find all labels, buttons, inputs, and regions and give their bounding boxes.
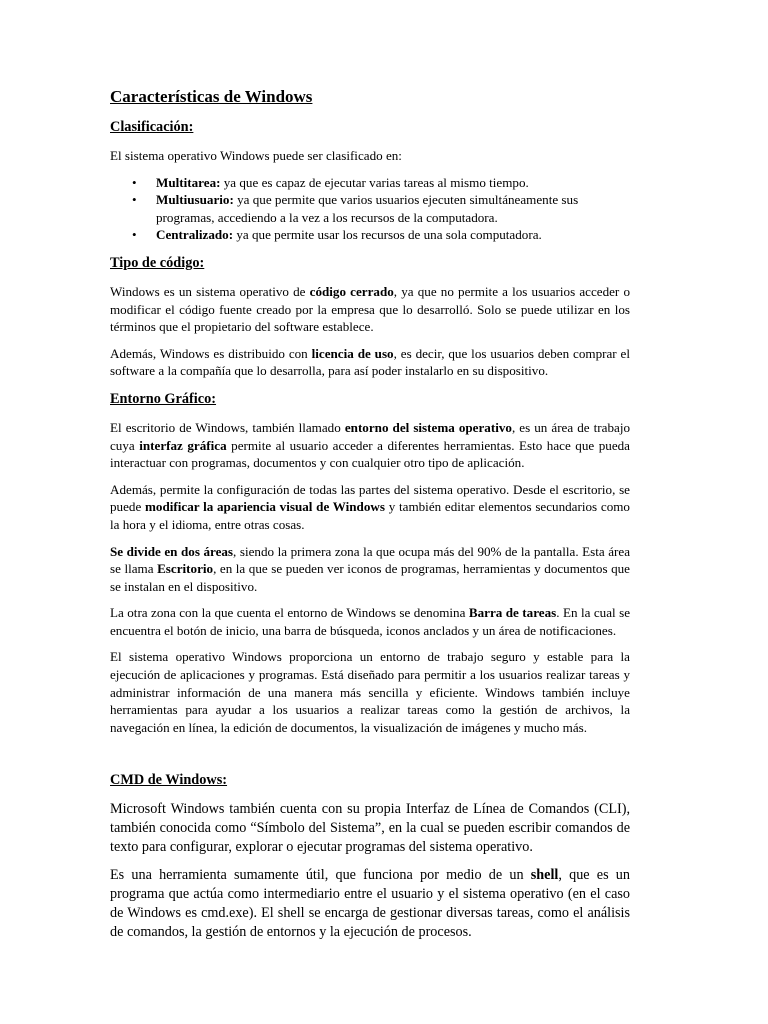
- entorno-paragraph-1: [110, 419, 630, 472]
- text-run: , ya que no permite a los usuarios acceder o modificar el código fuente creado por la empresa que lo desarrolló. Solo se puede utilizar en los términos que el propietario del software establece.: [110, 283, 630, 335]
- text-run: permite al usuario acceder a diferentes herramientas. Esto hace que pueda interactuar con programas, documentos y con cualquier otro tipo de aplicación.: [110, 437, 630, 471]
- cmd-paragraph-1: Microsoft Windows también cuenta con su propia Interfaz de Línea de Comandos (CLI), también conocida como “Símbolo del Sistema”, en la cual se pueden escribir comandos de texto para configurar, explorar o ejecutar programas del sistema operativo.: [110, 801, 630, 856]
- text-run: y también editar elementos secundarios como la hora y el idioma, entre otras cosas.: [110, 499, 630, 532]
- text-run: , en la que se pueden ver iconos de programas, herramientas y documentos que se instalan en el dispositivo.: [110, 561, 630, 594]
- bold-term: shell: [530, 867, 559, 884]
- bold-term: entorno del sistema operativo: [344, 419, 512, 435]
- clasificacion-list: [110, 174, 630, 244]
- bold-term: Escritorio: [157, 561, 214, 577]
- tipo-paragraph-1: [110, 283, 630, 336]
- text-run: , siendo la primera zona la que ocupa más del 90% de la pantalla. Esta área se llama: [110, 543, 631, 577]
- section-heading-cmd: CMD de Windows:: [110, 772, 228, 789]
- list-item-text: ya que permite que varios usuarios ejecuten simultáneamente sus programas, accediendo a la vez a los recursos de la computadora.: [156, 192, 579, 225]
- bullet-icon: •: [132, 227, 137, 243]
- text-run: . En la cual se encuentra el botón de inicio, una barra de búsqueda, iconos anclados y un área de notificaciones.: [110, 605, 631, 638]
- text-run: Windows es un sistema operativo de: [110, 283, 310, 299]
- section-heading-clasificacion: Clasificación:: [110, 119, 194, 135]
- bold-term: código cerrado: [309, 283, 394, 299]
- list-item: [110, 174, 630, 192]
- text-run: Además, Windows es distribuido con: [110, 345, 312, 361]
- list-item: [110, 226, 630, 244]
- list-item-term: Centralizado:: [156, 227, 234, 243]
- bullet-icon: •: [132, 192, 137, 208]
- list-item: [110, 191, 630, 226]
- clasificacion-intro: El sistema operativo Windows puede ser clasificado en:: [110, 148, 402, 163]
- list-item-term: Multiusuario:: [156, 192, 234, 208]
- entorno-paragraph-3: [110, 543, 630, 596]
- text-run: Además, permite la configuración de todas las partes del sistema operativo. Desde el escritorio, se puede: [110, 481, 630, 515]
- list-item-text: ya que permite usar los recursos de una sola computadora.: [233, 227, 542, 243]
- cmd-paragraph-2: [110, 866, 630, 942]
- entorno-paragraph-2: [110, 481, 630, 534]
- text-run: Es una herramienta sumamente útil, que funciona por medio de un: [110, 867, 531, 884]
- section-heading-entorno-grafico: Entorno Gráfico:: [110, 390, 217, 407]
- bold-term: Se divide en dos áreas: [110, 543, 234, 559]
- entorno-paragraph-4: [110, 604, 630, 639]
- bold-term: interfaz gráfica: [139, 437, 227, 453]
- text-run: , es decir, que los usuarios deben comprar el software a la compañía que lo desarrolla, para así poder instalarlo en su dispositivo.: [110, 345, 630, 379]
- list-item-term: Multitarea:: [156, 174, 221, 190]
- bold-term: modificar la apariencia visual de Windows: [145, 499, 385, 515]
- document-title: Características de Windows: [110, 87, 313, 106]
- text-run: , que es un programa que actúa como intermediario entre el usuario y el sistema operativo (en el caso de Windows es cmd.exe). El shell se encarga de gestionar diversas tareas, como el análisis de comandos, la gestión de entornos y la ejecución de procesos.: [110, 867, 630, 941]
- text-run: La otra zona con la que cuenta el entorno de Windows se denomina: [110, 605, 469, 621]
- document-content: [110, 86, 630, 951]
- bold-term: licencia de uso: [311, 345, 394, 361]
- bold-term: Barra de tareas: [468, 605, 557, 621]
- entorno-paragraph-5: El sistema operativo Windows proporciona un entorno de trabajo seguro y estable para la ejecución de aplicaciones y programas. Está diseñado para permitir a los usuarios realizar tareas y administrar información de una manera más sencilla y eficiente. Windows también incluye herramientas para ayudar a los usuarios a realizar tareas como la gestión de archivos, la navegación en línea, la edición de documentos, la visualización de imágenes y mucho más.: [110, 649, 630, 735]
- text-run: El escritorio de Windows, también llamado: [110, 419, 345, 435]
- list-item-text: ya que es capaz de ejecutar varias tareas al mismo tiempo.: [220, 174, 529, 190]
- spacer: [110, 745, 630, 770]
- bullet-icon: •: [132, 174, 137, 190]
- section-heading-tipo-codigo: Tipo de código:: [110, 254, 205, 271]
- text-run: , es un área de trabajo cuya: [110, 419, 630, 453]
- tipo-paragraph-2: [110, 345, 630, 380]
